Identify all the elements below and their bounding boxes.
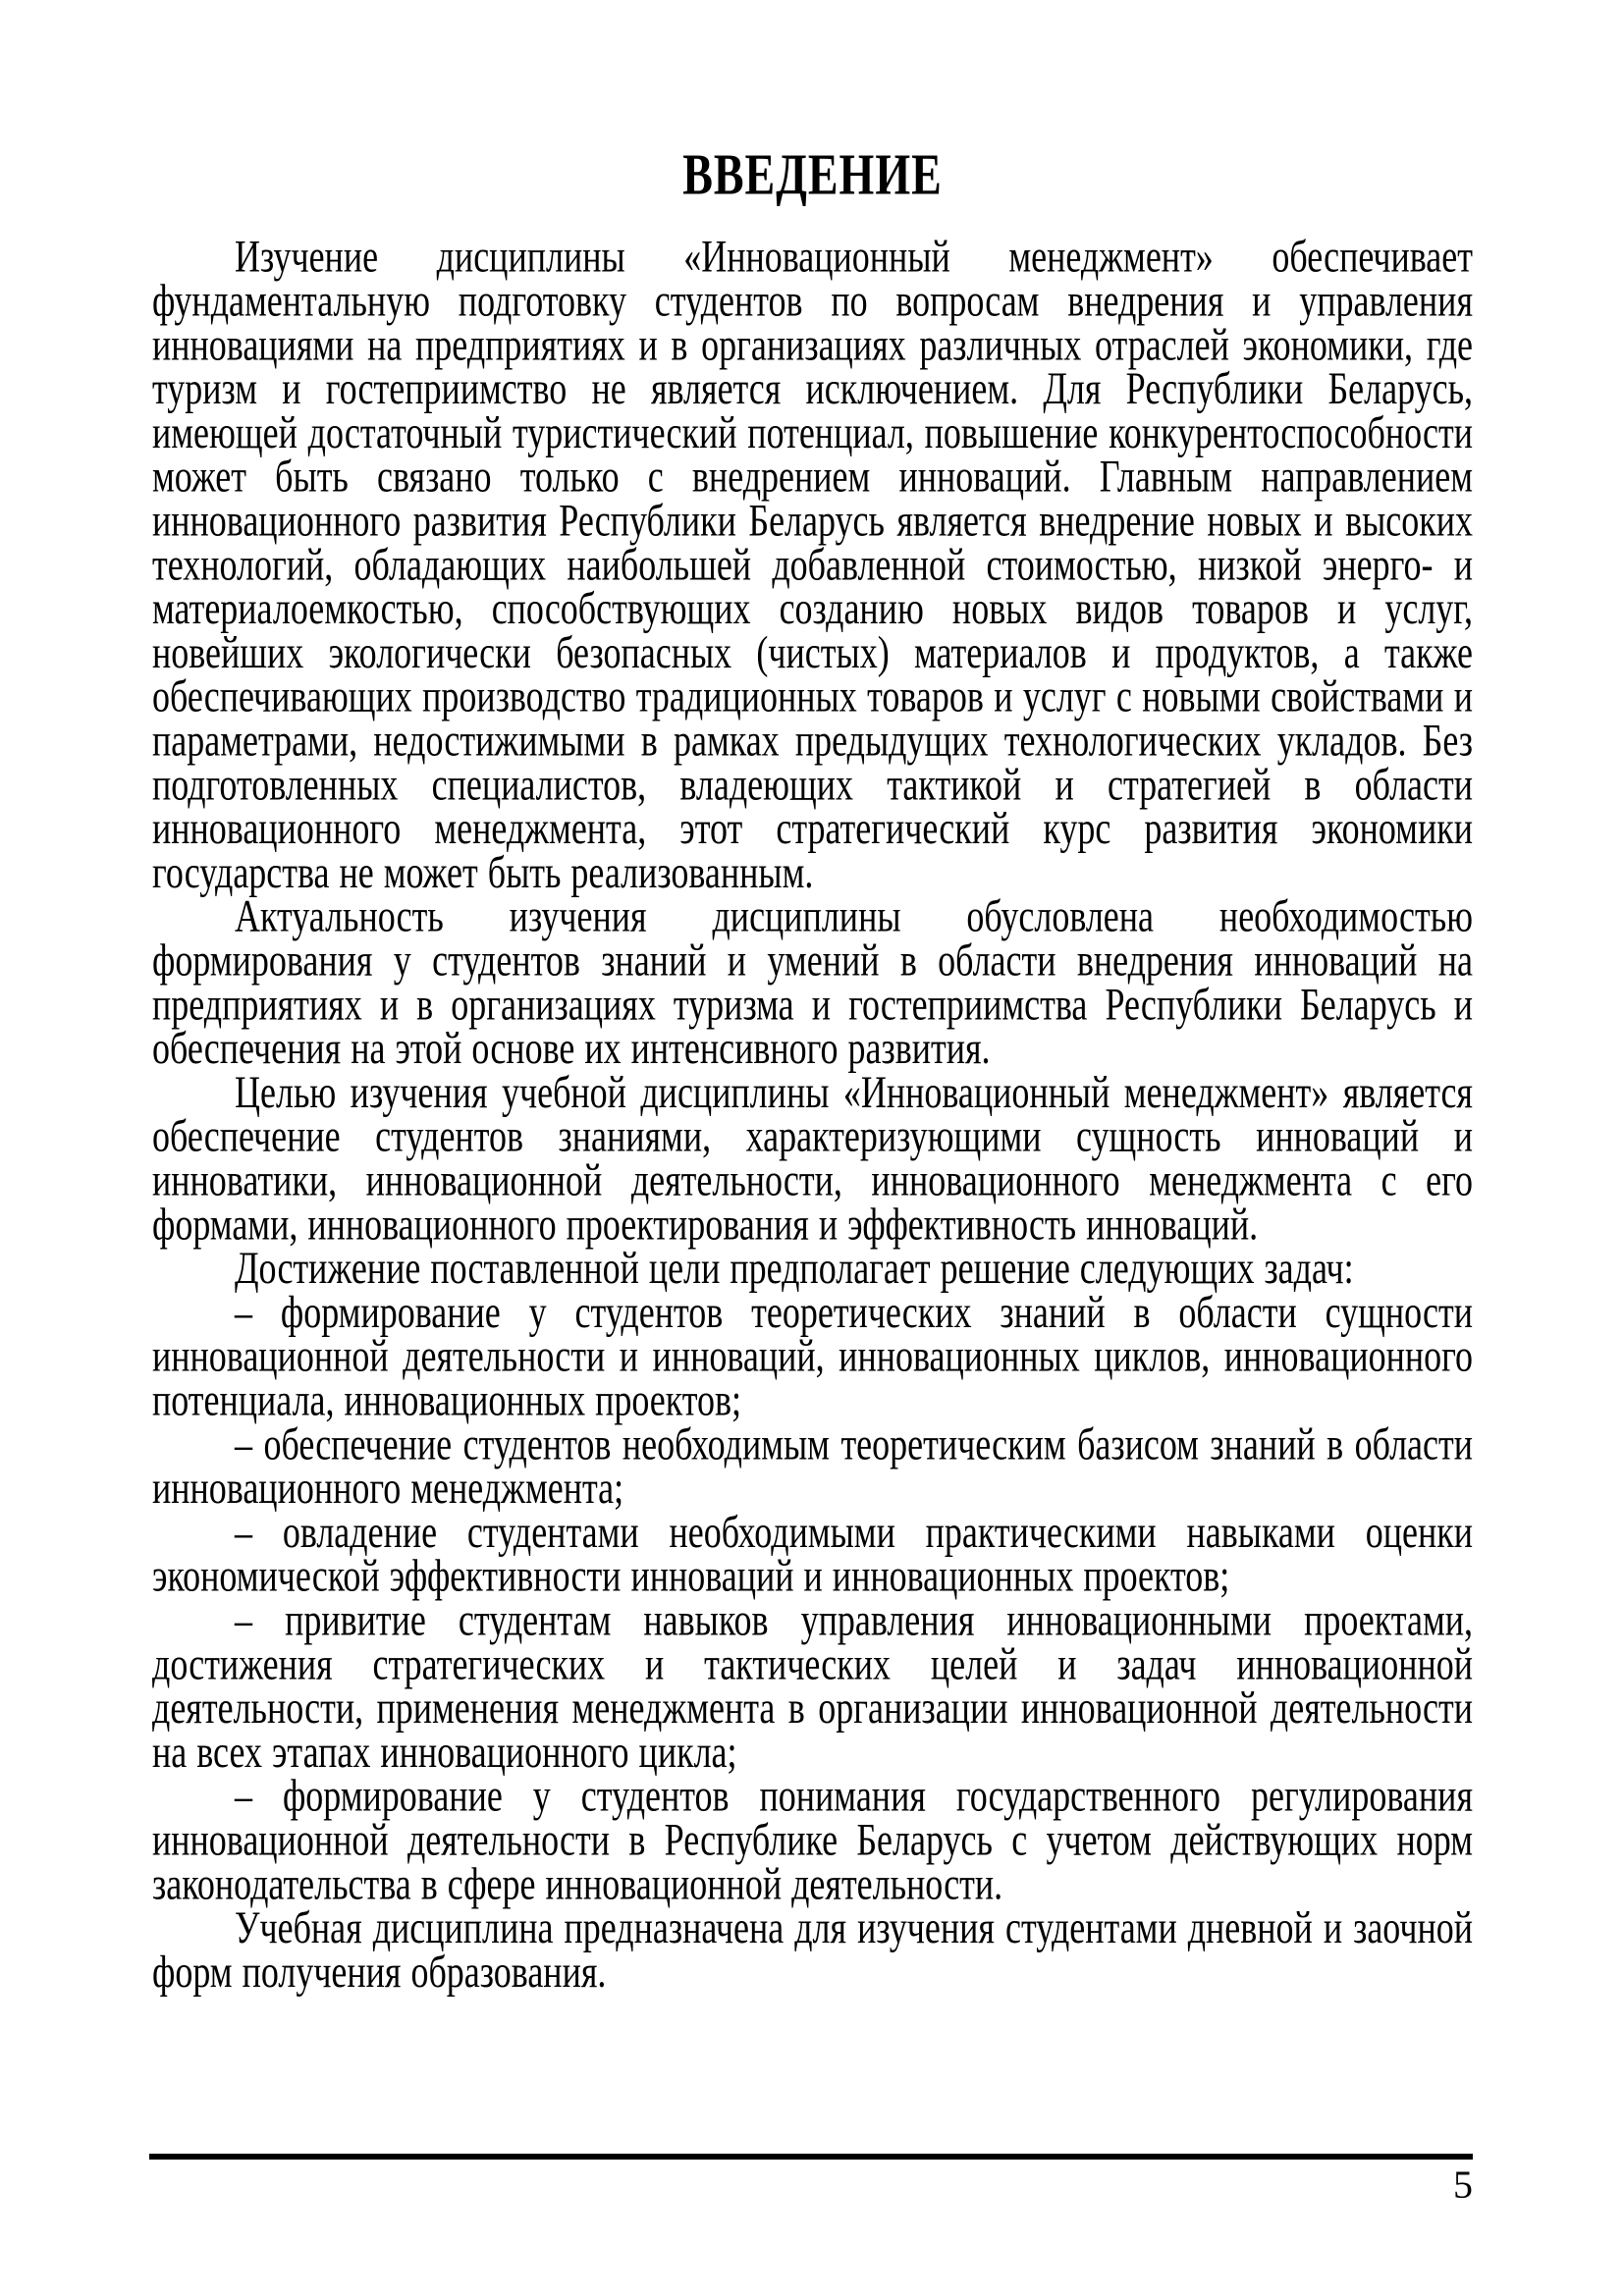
paragraph-overview: Изучение дисциплины «Инновационный менеджмент» обеспечивает фундаментальную подготовку студентов по вопросам внедрения и управления инновациями на предприятиях и в организациях различных отраслей экономики, где туризм и гостеприимство не является исключением. Для Республики Беларусь, имеющей достаточный туристический потенциал, повышение конкурентоспособности может быть связано только с внедрением инноваций. Главным направлением инновационного развития Республики Беларусь является внедрение новых и высоких технологий, обладающих наибольшей добавленной стоимостью, низкой энерго- и материалоемкостью, способствующих созданию новых видов товаров и услуг, новейших экологически безопасных (чистых) материалов и продуктов, а также обеспечивающих производство традиционных товаров и услуг с новыми свойствами и параметрами, недостижимыми в рамках предыдущих технологических укладов. Без подготовленных специалистов, владеющих тактикой и стратегией в области инновационного менеджмента, этот стратегический курс развития экономики государства не может быть реализованным. xyxy=(152,231,1473,898)
paragraph-goal: Целью изучения учебной дисциплины «Инновационный менеджмент» является обеспечение студентов знаниями, характеризующими сущность инноваций и инноватики, инновационной деятельности, инновационного менеджмента с его формами, инновационного проектирования и эффективность инноваций. xyxy=(152,1066,1473,1250)
paragraph-relevance: Актуальность изучения дисциплины обусловлена необходимостью формирования у студентов знаний и умений в области внедрения инноваций на предприятиях и в организациях туризма и гостеприимства Республики Беларусь и обеспечения на этой основе их интенсивного развития. xyxy=(152,890,1473,1074)
task-item-basis: – обеспечение студентов необходимым теоретическим базисом знаний в области инновационного менеджмента; xyxy=(152,1418,1473,1514)
task-item-management: – привитие студентам навыков управления инновационными проектами, достижения стратегических и тактических целей и задач инновационной деятельности, применения менеджмента в организации инновационной деятельности на всех этапах инновационного цикла; xyxy=(152,1594,1473,1778)
paragraph-audience: Учебная дисциплина предназначена для изучения студентами дневной и заочной форм получения образования. xyxy=(152,1902,1473,1998)
page-content xyxy=(152,141,1473,1998)
task-item-theory: – формирование у студентов теоретических знаний в области сущности инновационной деятельности и инноваций, инновационных циклов, инновационного потенциала, инновационных проектов; xyxy=(152,1286,1473,1425)
footer-rule xyxy=(149,2154,1473,2160)
paragraph-tasks-lead: Достижение поставленной цели предполагает решение следующих задач: xyxy=(235,1243,1354,1294)
task-item-skills: – овладение студентами необходимыми практическими навыками оценки экономической эффективности инноваций и инновационных проектов; xyxy=(152,1506,1473,1601)
page-number: 5 xyxy=(1453,2163,1473,2207)
page-title: ВВЕДЕНИЕ xyxy=(682,141,943,207)
task-item-regulation: – формирование у студентов понимания государственного регулирования инновационной деятельности в Республике Беларусь с учетом действующих норм законодательства в сфере инновационной деятельности. xyxy=(152,1770,1473,1909)
